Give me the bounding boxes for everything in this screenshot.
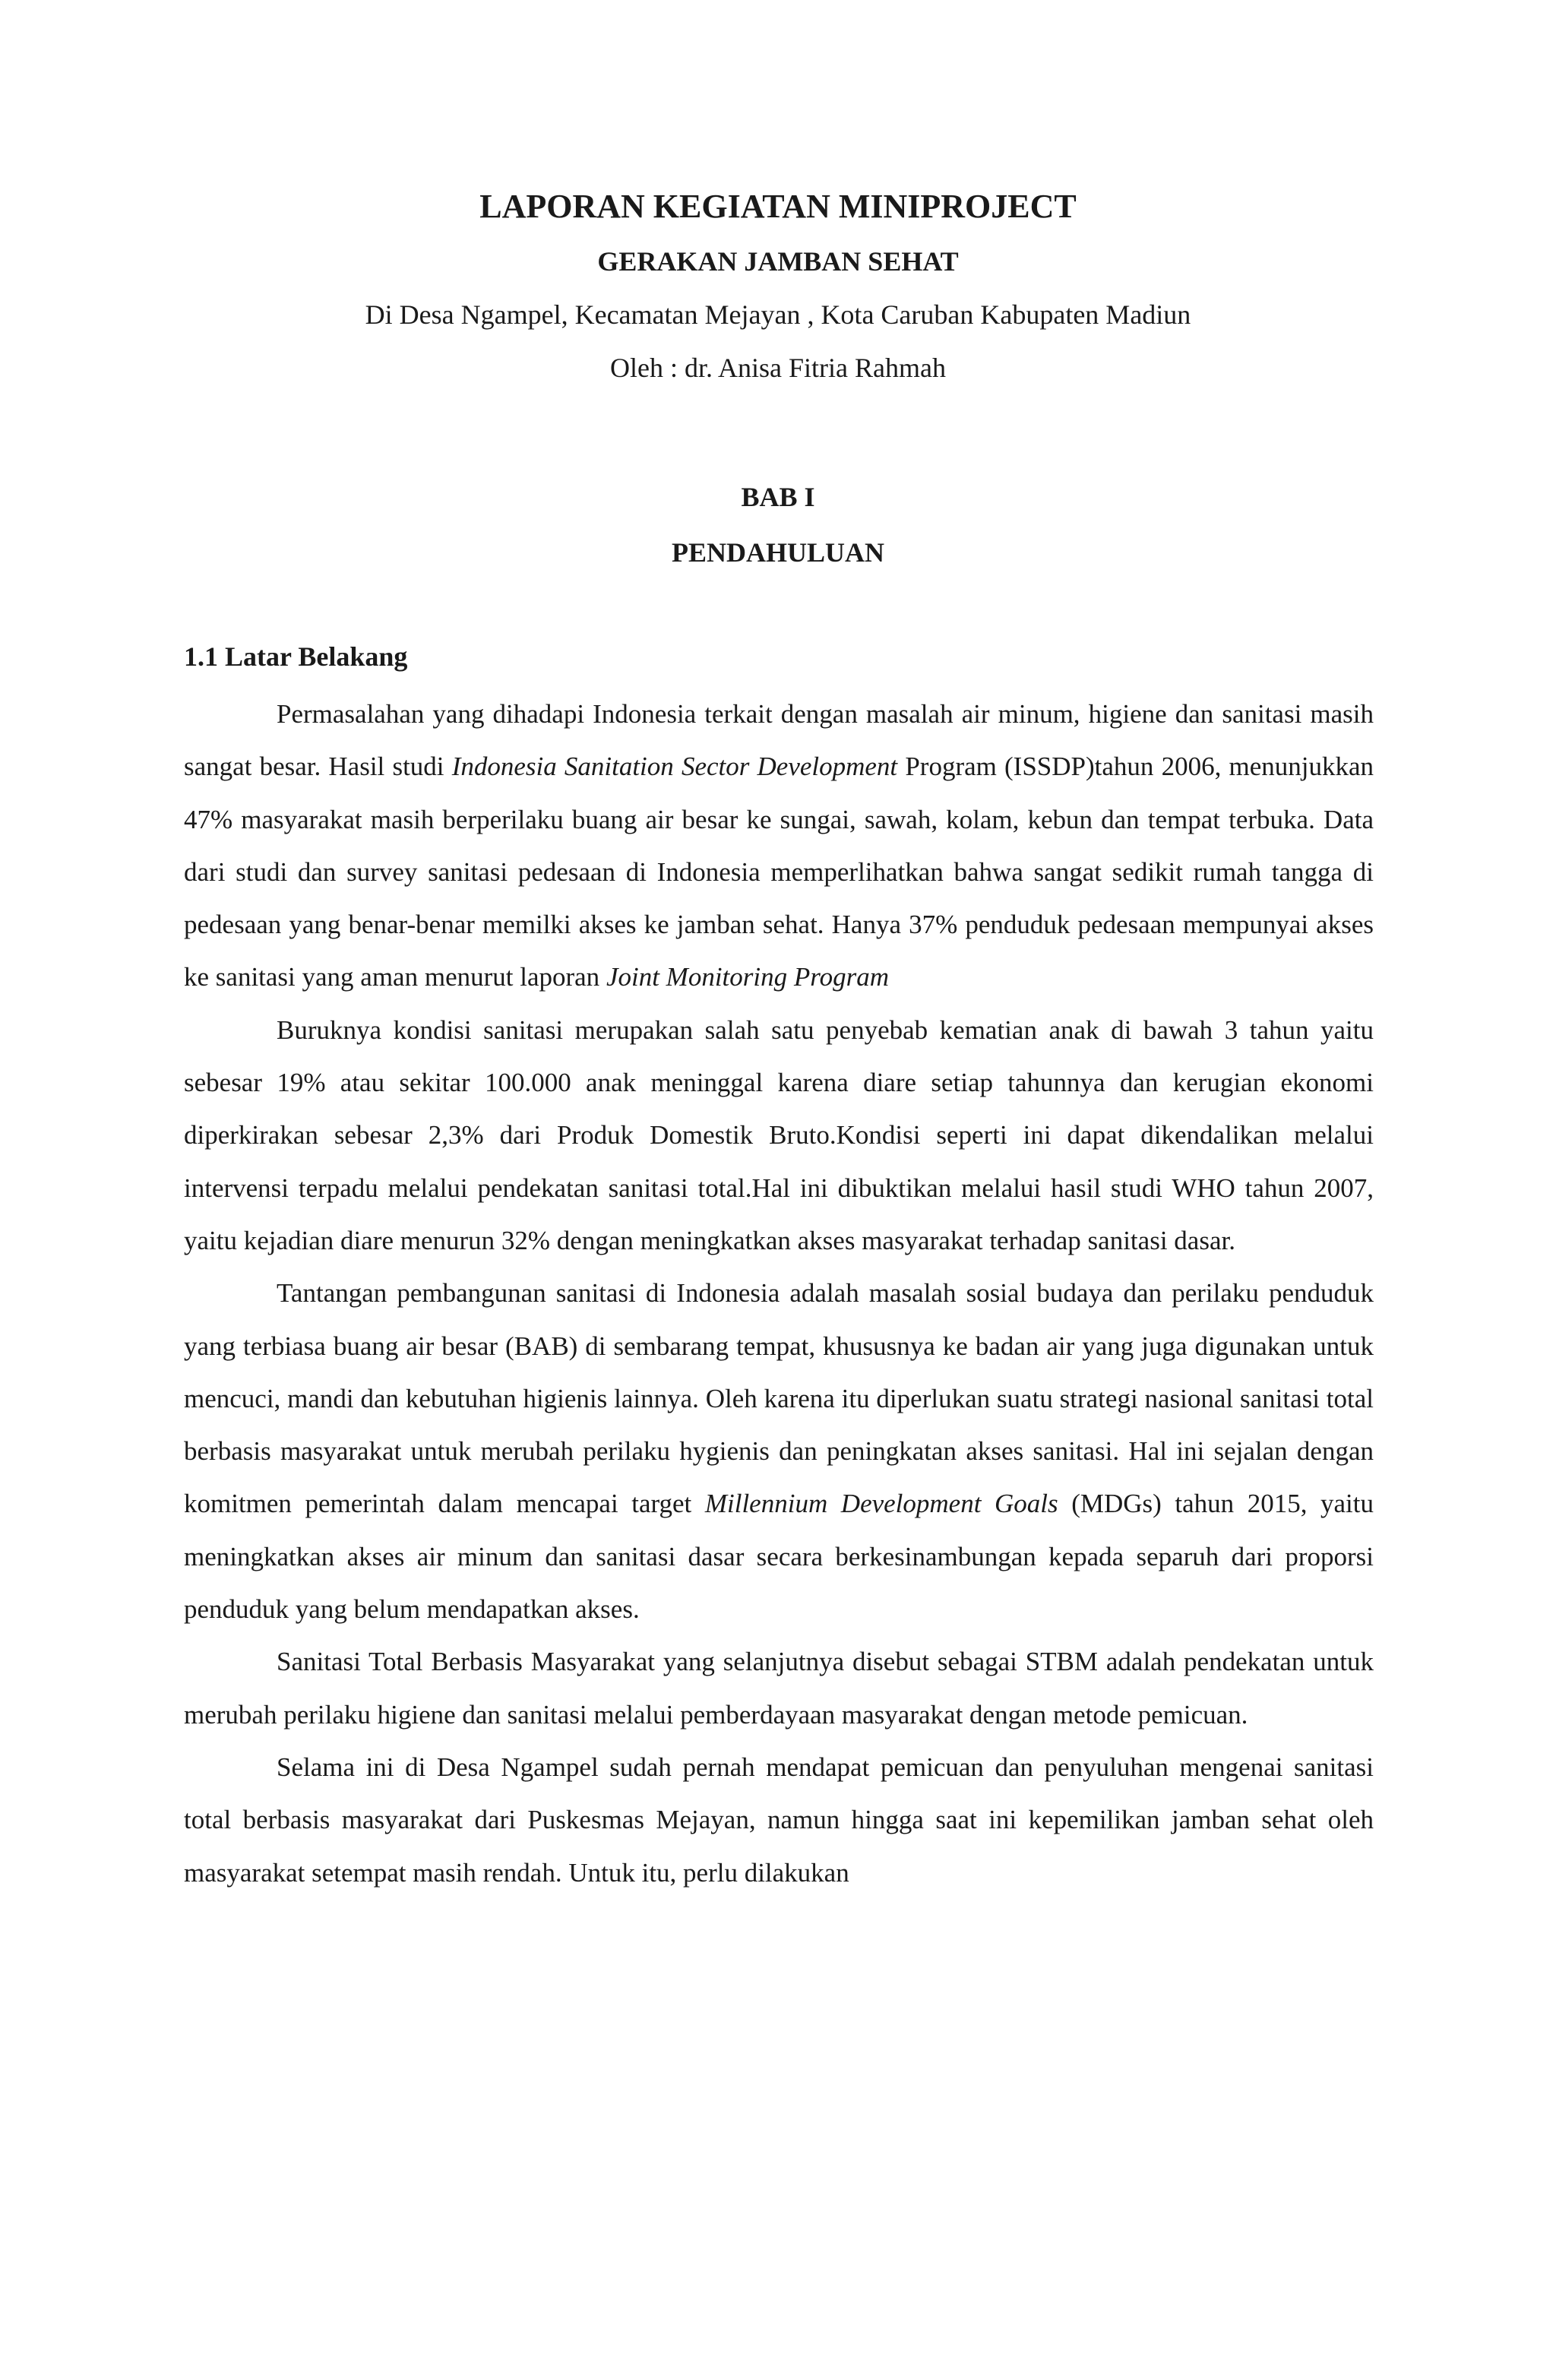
document-title: LAPORAN KEGIATAN MINIPROJECT (479, 188, 1077, 225)
paragraph-1-italic-issdp: Indonesia Sanitation Sector Development (451, 752, 898, 782)
document-location: Di Desa Ngampel, Kecamatan Mejayan , Kota Caruban Kabupaten Madiun (365, 299, 1191, 330)
chapter-name: PENDAHULUAN (671, 537, 884, 568)
paragraph-3-italic-mdg: Millennium Development Goals (704, 1489, 1058, 1519)
section-body (184, 688, 1374, 1899)
document-subtitle: GERAKAN JAMBAN SEHAT (597, 246, 959, 277)
paragraph-3 (184, 1267, 1374, 1635)
paragraph-5: Selama ini di Desa Ngampel sudah pernah mendapat pemicuan dan penyuluhan mengenai sanitasi total berbasis masyarakat dari Puskesmas Mejayan, namun hingga saat ini kepemilikan jamban sehat oleh masyarakat setempat masih rendah. Untuk itu, perlu dilakukan (184, 1752, 1374, 1888)
paragraph-1-text-a: Permasalahan yang dihadapi Indonesia terkait dengan masalah air minum, higiene dan sanitasi masih sangat besar. Hasil studi (184, 699, 1374, 782)
paragraph-3-text-c: (MDGs) tahun 2015, yaitu meningkatkan akses air minum dan sanitasi dasar secara berkesinambungan kepada separuh dari proporsi penduduk yang belum mendapatkan akses. (184, 1489, 1374, 1625)
document-author: Oleh : dr. Anisa Fitria Rahmah (610, 353, 946, 383)
section-heading: 1.1 Latar Belakang (184, 641, 408, 672)
paragraph-1-italic-jmp: Joint Monitoring Program (606, 962, 889, 992)
paragraph-1 (184, 688, 1374, 1004)
chapter-number: BAB I (741, 482, 815, 512)
paragraph-3-text-a: Tantangan pembangunan sanitasi di Indonesia adalah masalah sosial budaya dan perilaku penduduk yang terbiasa buang air besar (BAB) di sembarang tempat, khususnya ke badan air yang juga digunakan untuk mencuci, mandi dan kebutuhan higienis lainnya. Oleh karena itu diperlukan suatu strategi nasional sanitasi total berbasis masyarakat untuk merubah perilaku hygienis dan peningkatan akses sanitasi. Hal ini sejalan dengan komitmen pemerintah dalam mencapai target (184, 1278, 1374, 1519)
paragraph-4: Sanitasi Total Berbasis Masyarakat yang selanjutnya disebut sebagai STBM adalah pendekatan untuk merubah perilaku higiene dan sanitasi melalui pemberdayaan masyarakat dengan metode pemicuan. (184, 1647, 1374, 1730)
paragraph-2: Buruknya kondisi sanitasi merupakan salah satu penyebab kematian anak di bawah 3 tahun yaitu sebesar 19% atau sekitar 100.000 anak meninggal karena diare setiap tahunnya dan kerugian ekonomi diperkirakan sebesar 2,3% dari Produk Domestik Bruto.Kondisi seperti ini dapat dikendalikan melalui intervensi terpadu melalui pendekatan sanitasi total.Hal ini dibuktikan melalui hasil studi WHO tahun 2007, yaitu kejadian diare menurun 32% dengan meningkatkan akses masyarakat terhadap sanitasi dasar. (184, 1014, 1374, 1255)
paragraph-1-text-c: Program (ISSDP)tahun 2006, menunjukkan 47% masyarakat masih berperilaku buang air besar ke sungai, sawah, kolam, kebun dan tempat terbuka. Data dari studi dan survey sanitasi pedesaan di Indonesia memperlihatkan bahwa sangat sedikit rumah tangga di pedesaan yang benar-benar memilki akses ke jamban sehat. Hanya 37% penduduk pedesaan mempunyai akses ke sanitasi yang aman menurut laporan (184, 752, 1374, 992)
